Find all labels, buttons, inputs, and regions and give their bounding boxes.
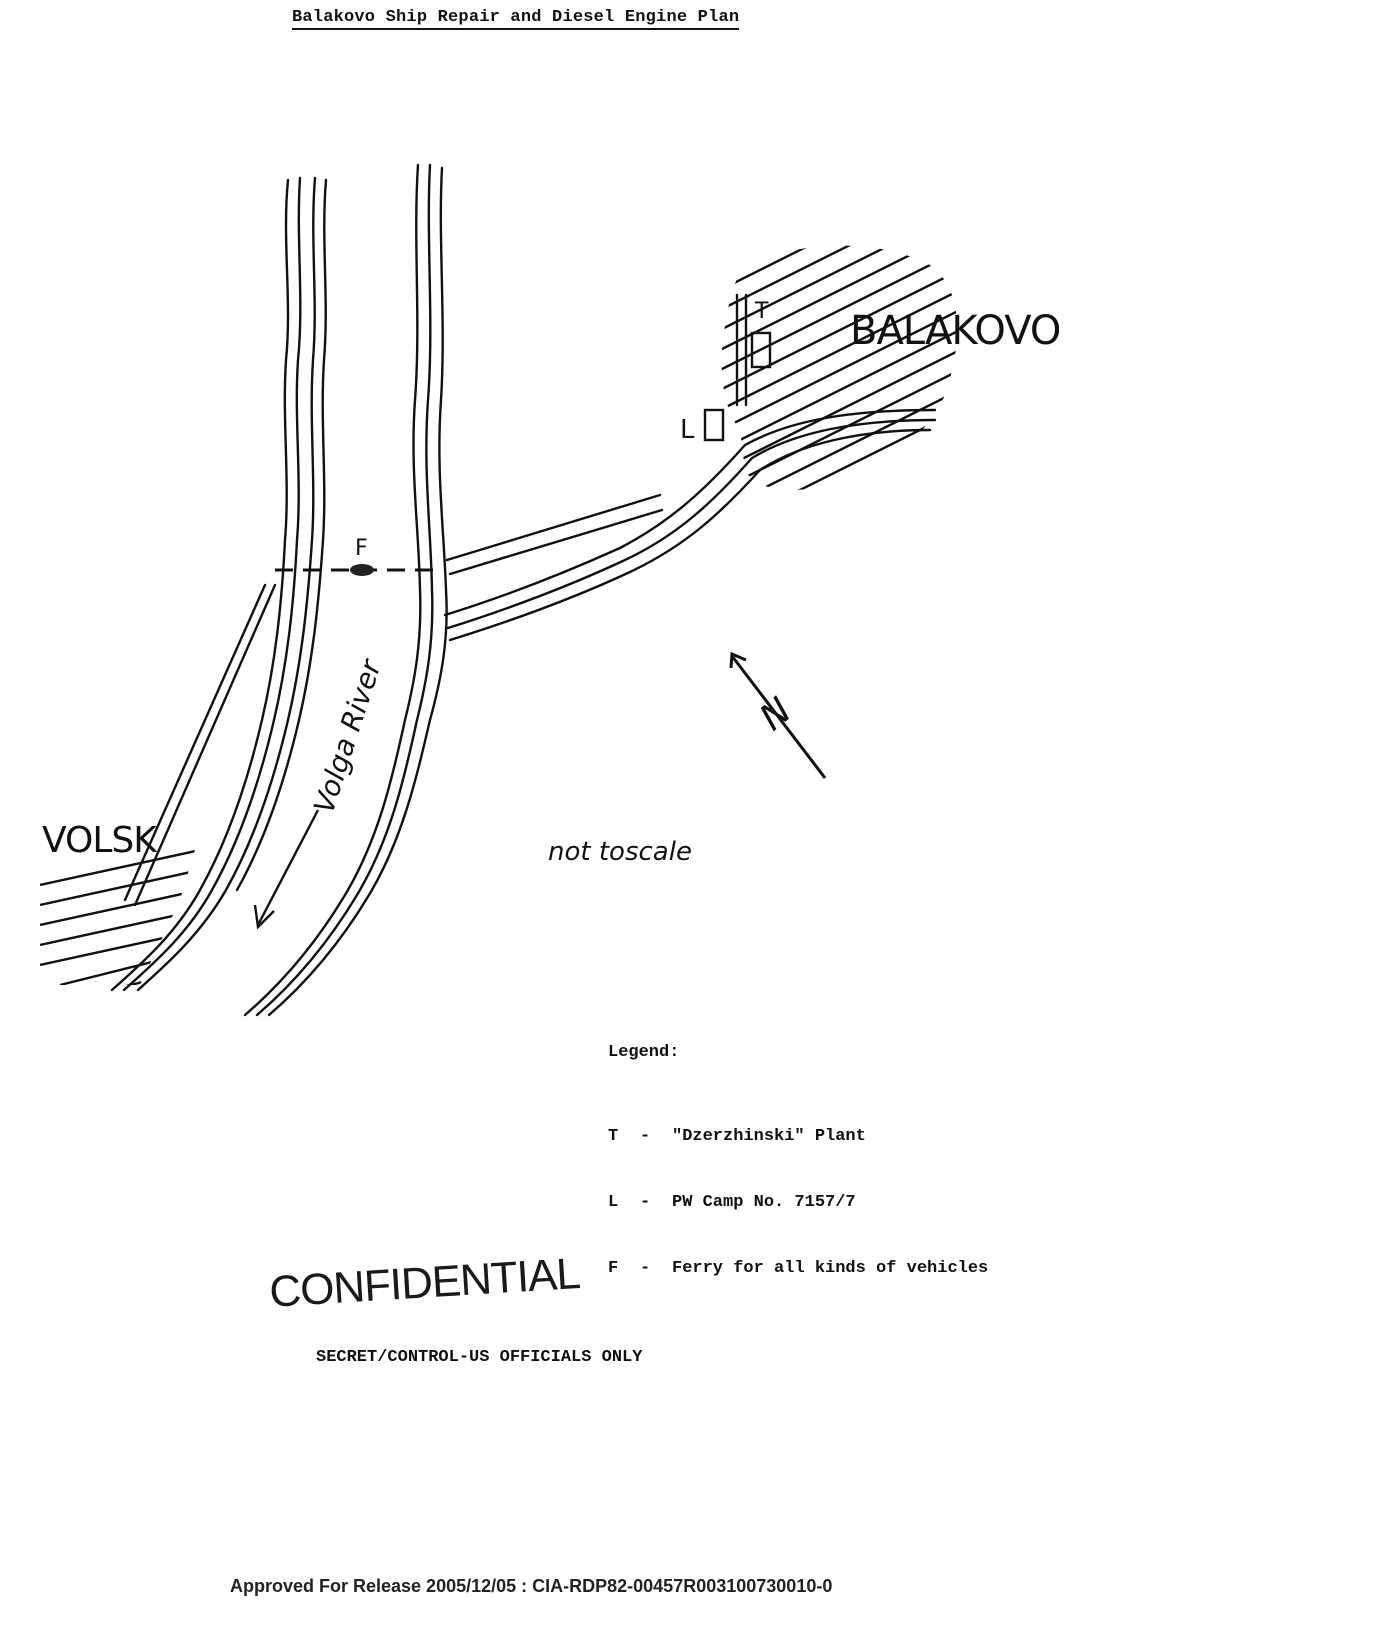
- scale-note: not toscale: [548, 837, 692, 867]
- legend-item: [608, 1192, 988, 1214]
- legend-title: Legend:: [608, 1043, 680, 1062]
- ferry-marker-icon: [350, 564, 374, 576]
- map-legend: [608, 998, 988, 1302]
- legend-text: PW Camp No. 7157/7: [672, 1193, 856, 1212]
- camp-l-building-icon: [705, 410, 723, 440]
- release-footer: Approved For Release 2005/12/05 : CIA-RDP82-00457R003100730010-0: [230, 1576, 833, 1596]
- legend-text: "Dzerzhinski" Plant: [672, 1127, 866, 1146]
- volsk-town-hatching: [40, 850, 200, 990]
- legend-text: Ferry for all kinds of vehicles: [672, 1259, 989, 1278]
- legend-item: [608, 1258, 988, 1280]
- document-title: Balakovo Ship Repair and Diesel Engine Plan: [292, 8, 739, 30]
- control-marking: SECRET/CONTROL-US OFFICIALS ONLY: [316, 1348, 643, 1367]
- legend-dash: -: [640, 1259, 651, 1278]
- plant-t-label: T: [755, 299, 769, 324]
- ferry-marker-label: F: [355, 536, 368, 561]
- legend-dash: -: [640, 1193, 651, 1212]
- balakovo-label: BALAKOVO: [850, 308, 1061, 354]
- legend-item: [608, 1126, 988, 1148]
- camp-l-label: L: [680, 415, 695, 445]
- legend-key: F: [608, 1259, 619, 1278]
- legend-dash: -: [640, 1127, 651, 1146]
- volsk-label: VOLSK: [42, 820, 156, 861]
- confidential-stamp: CONFIDENTIAL: [268, 1249, 582, 1317]
- river-label: Volga River: [307, 655, 388, 818]
- north-label: N: [752, 690, 800, 739]
- river-flow-arrow-icon: [255, 810, 318, 927]
- legend-key: L: [608, 1193, 619, 1212]
- volga-river-banks: [112, 165, 935, 1015]
- legend-key: T: [608, 1127, 619, 1146]
